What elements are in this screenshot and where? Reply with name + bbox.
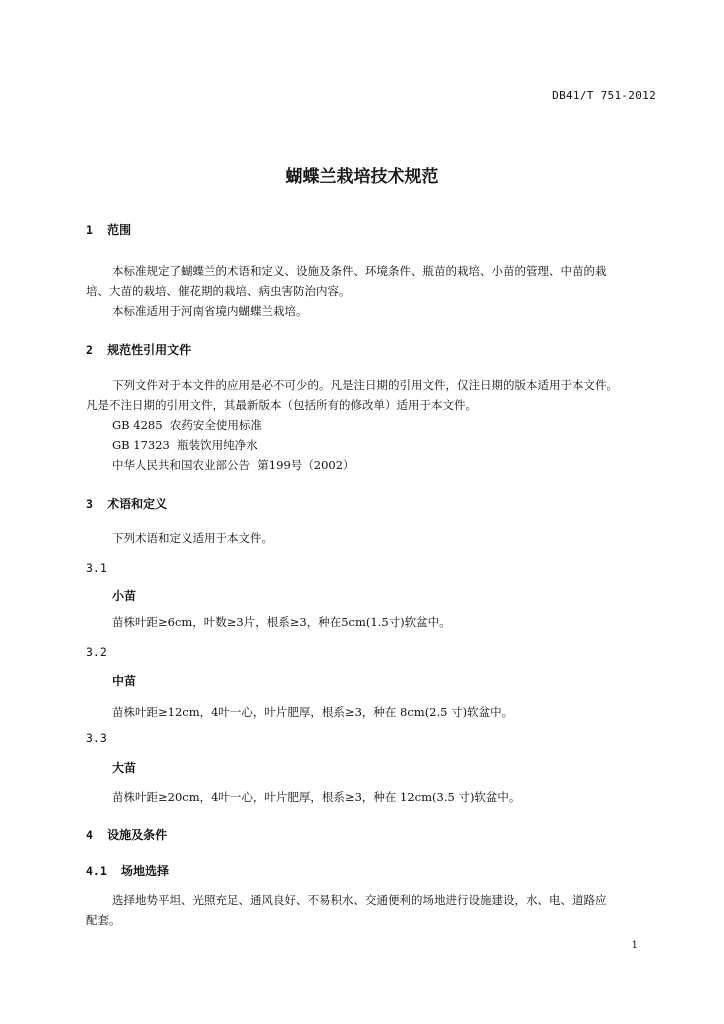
page-number: 1: [631, 940, 638, 951]
section-3-heading: [86, 495, 167, 512]
term-definition: 苗株叶距≥20cm，4叶一心，叶片肥厚，根系≥3，种在 12cm(3.5 寸)软盆中。: [112, 790, 521, 804]
section-number: 1: [86, 223, 93, 237]
paragraph-line: 选择地势平坦、光照充足、通风良好、不易积水、交通便利的场地进行设施建设，水、电、道路应: [112, 893, 607, 907]
term-name: 小苗: [112, 589, 137, 603]
section-4-heading: [86, 826, 167, 843]
paragraph-line: 下列术语和定义适用于本文件。: [112, 531, 273, 545]
paragraph-line: 凡是不注日期的引用文件，其最新版本（包括所有的修改单）适用于本文件。: [86, 398, 477, 412]
subsection-number: 4.1: [86, 864, 107, 878]
subsection-title: 场地选择: [120, 864, 169, 878]
subsection-4-1-heading: [86, 862, 169, 879]
reference-item: GB 17323 瓶装饮用纯净水: [112, 438, 258, 452]
paragraph-line: 本标准规定了蝴蝶兰的术语和定义、设施及条件、环境条件、瓶苗的栽培、小苗的管理、中苗的栽: [112, 264, 607, 278]
section-title: 设施及条件: [107, 828, 168, 842]
term-definition: 苗株叶距≥12cm，4叶一心，叶片肥厚，根系≥3，种在 8cm(2.5 寸)软盆中。: [112, 705, 514, 719]
term-number: 3.1: [86, 561, 107, 575]
section-title: 规范性引用文件: [107, 343, 192, 357]
document-title: 蝴蝶兰栽培技术规范: [285, 167, 439, 187]
section-title: 术语和定义: [107, 497, 168, 511]
section-number: 4: [86, 828, 93, 842]
term-number: 3.3: [86, 731, 107, 745]
section-number: 3: [86, 497, 93, 511]
paragraph-line: 本标准适用于河南省境内蝴蝶兰栽培。: [112, 304, 308, 318]
section-2-heading: [86, 341, 191, 358]
section-number: 2: [86, 343, 93, 357]
term-name: 大苗: [112, 761, 137, 775]
term-name: 中苗: [112, 674, 137, 688]
reference-item: GB 4285 农药安全使用标准: [112, 418, 262, 432]
term-number: 3.2: [86, 645, 107, 659]
term-definition: 苗株叶距≥6cm，叶数≥3片，根系≥3，种在5cm(1.5寸)软盆中。: [112, 615, 451, 629]
section-title: 范围: [107, 223, 132, 237]
document-code: DB41/T 751-2012: [552, 89, 656, 102]
reference-item: 中华人民共和国农业部公告 第199号（2002）: [112, 458, 355, 472]
section-1-heading: [86, 221, 131, 238]
paragraph-line: 培、大苗的栽培、催花期的栽培、病虫害防治内容。: [86, 284, 351, 298]
paragraph-line: 配套。: [86, 913, 121, 927]
paragraph-line: 下列文件对于本文件的应用是必不可少的。凡是注日期的引用文件，仅注日期的版本适用于本文件。: [112, 378, 618, 392]
